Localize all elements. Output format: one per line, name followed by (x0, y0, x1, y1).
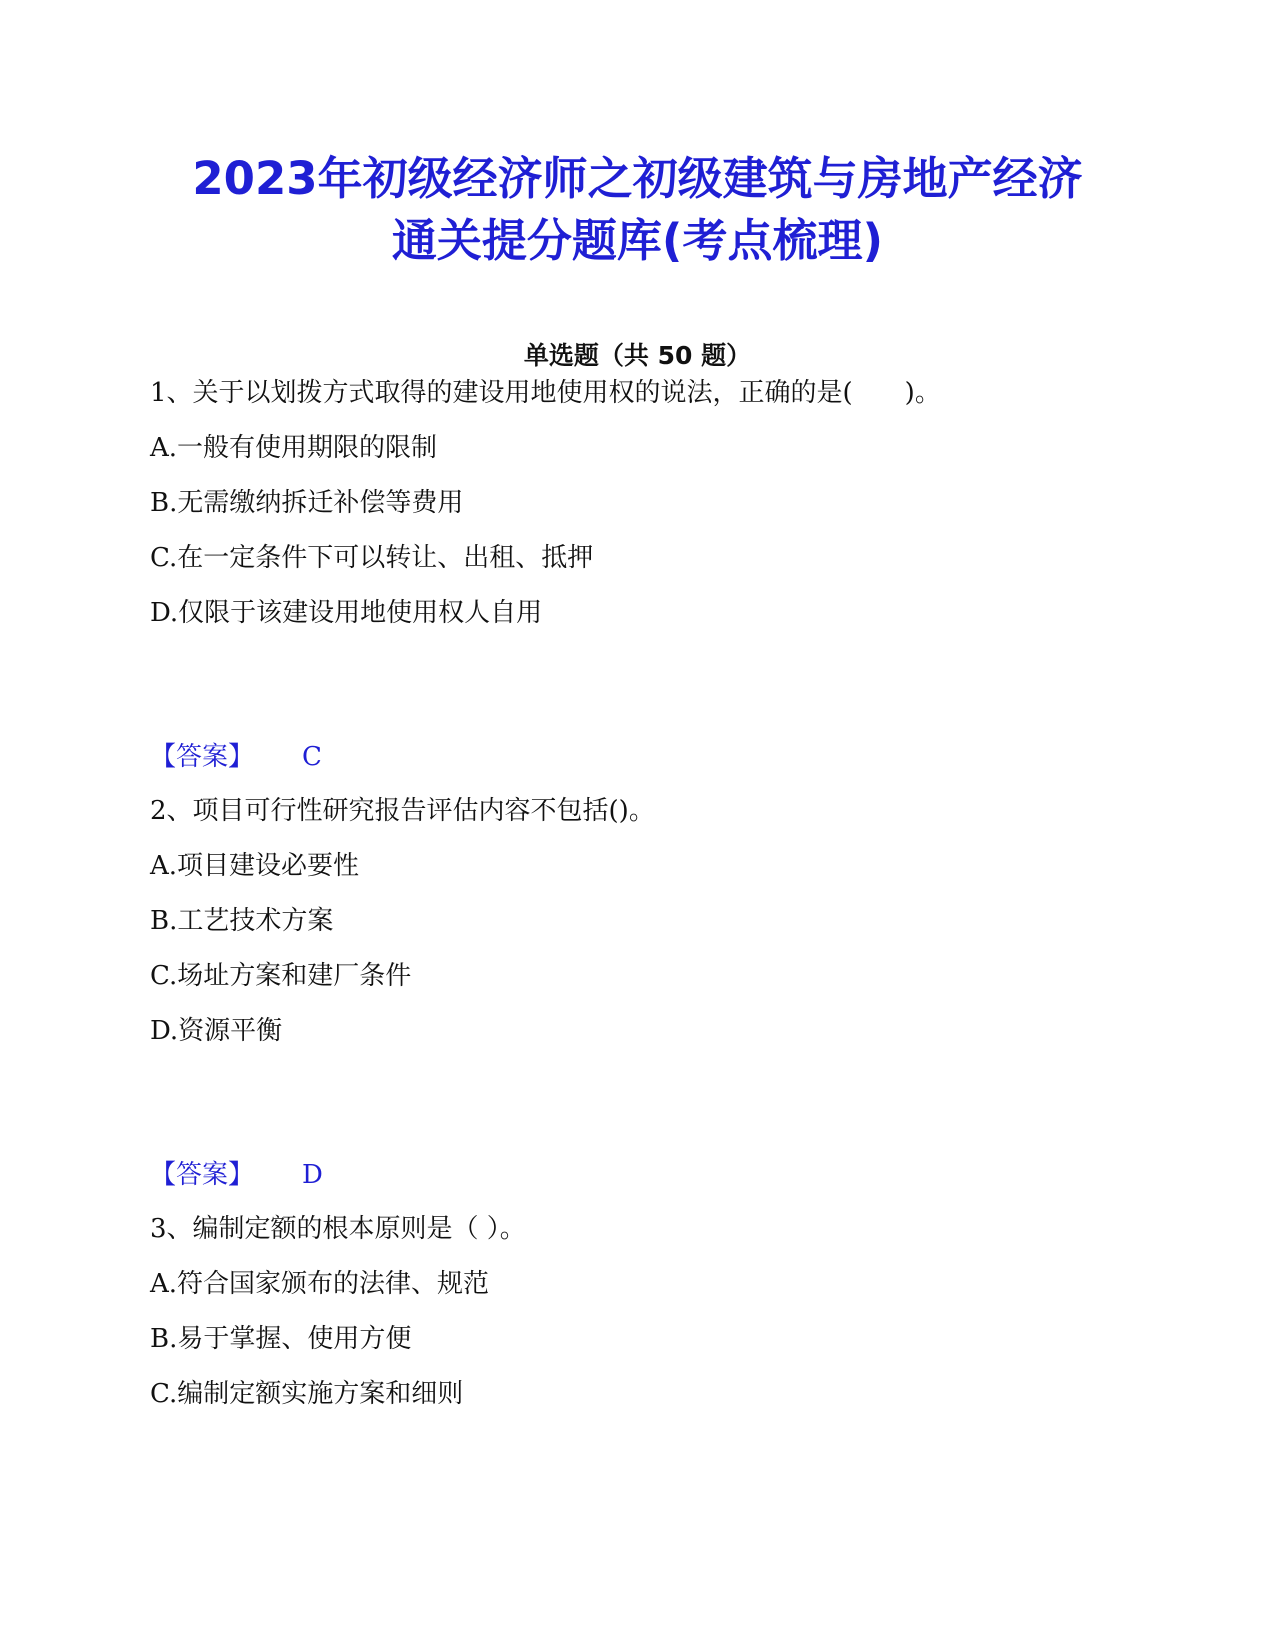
option-c: C.编制定额实施方案和细则 (150, 1379, 464, 1409)
option-c: C.在一定条件下可以转让、出租、抵押 (150, 543, 594, 573)
title-line-1: 2023年初级经济师之初级建筑与房地产经济 (192, 152, 1083, 205)
answer-line (150, 1158, 323, 1192)
question-stem: 1、关于以划拨方式取得的建设用地使用权的说法，正确的是( )。 (150, 378, 941, 408)
option-a: A.一般有使用期限的限制 (150, 433, 438, 463)
option-a: A.符合国家颁布的法律、规范 (150, 1269, 490, 1299)
answer-value: C (302, 742, 322, 772)
question-stem: 3、编制定额的根本原则是（ ）。 (150, 1214, 526, 1244)
document-title (0, 148, 1275, 272)
answer-label: 【答案】 (150, 1160, 255, 1190)
option-d: D.仅限于该建设用地使用权人自用 (150, 598, 543, 628)
answer-value: D (302, 1160, 323, 1190)
answer-line (150, 740, 322, 774)
option-c: C.场址方案和建厂条件 (150, 961, 412, 991)
title-line-2: 通关提分题库(考点梳理) (391, 214, 884, 267)
option-d: D.资源平衡 (150, 1016, 283, 1046)
option-b: B.工艺技术方案 (150, 906, 334, 936)
answer-label: 【答案】 (150, 742, 255, 772)
option-b: B.易于掌握、使用方便 (150, 1324, 412, 1354)
section-heading: 单选题（共 50 题） (523, 341, 752, 370)
option-b: B.无需缴纳拆迁补偿等费用 (150, 488, 464, 518)
option-a: A.项目建设必要性 (150, 851, 360, 881)
question-stem: 2、项目可行性研究报告评估内容不包括()。 (150, 796, 655, 826)
